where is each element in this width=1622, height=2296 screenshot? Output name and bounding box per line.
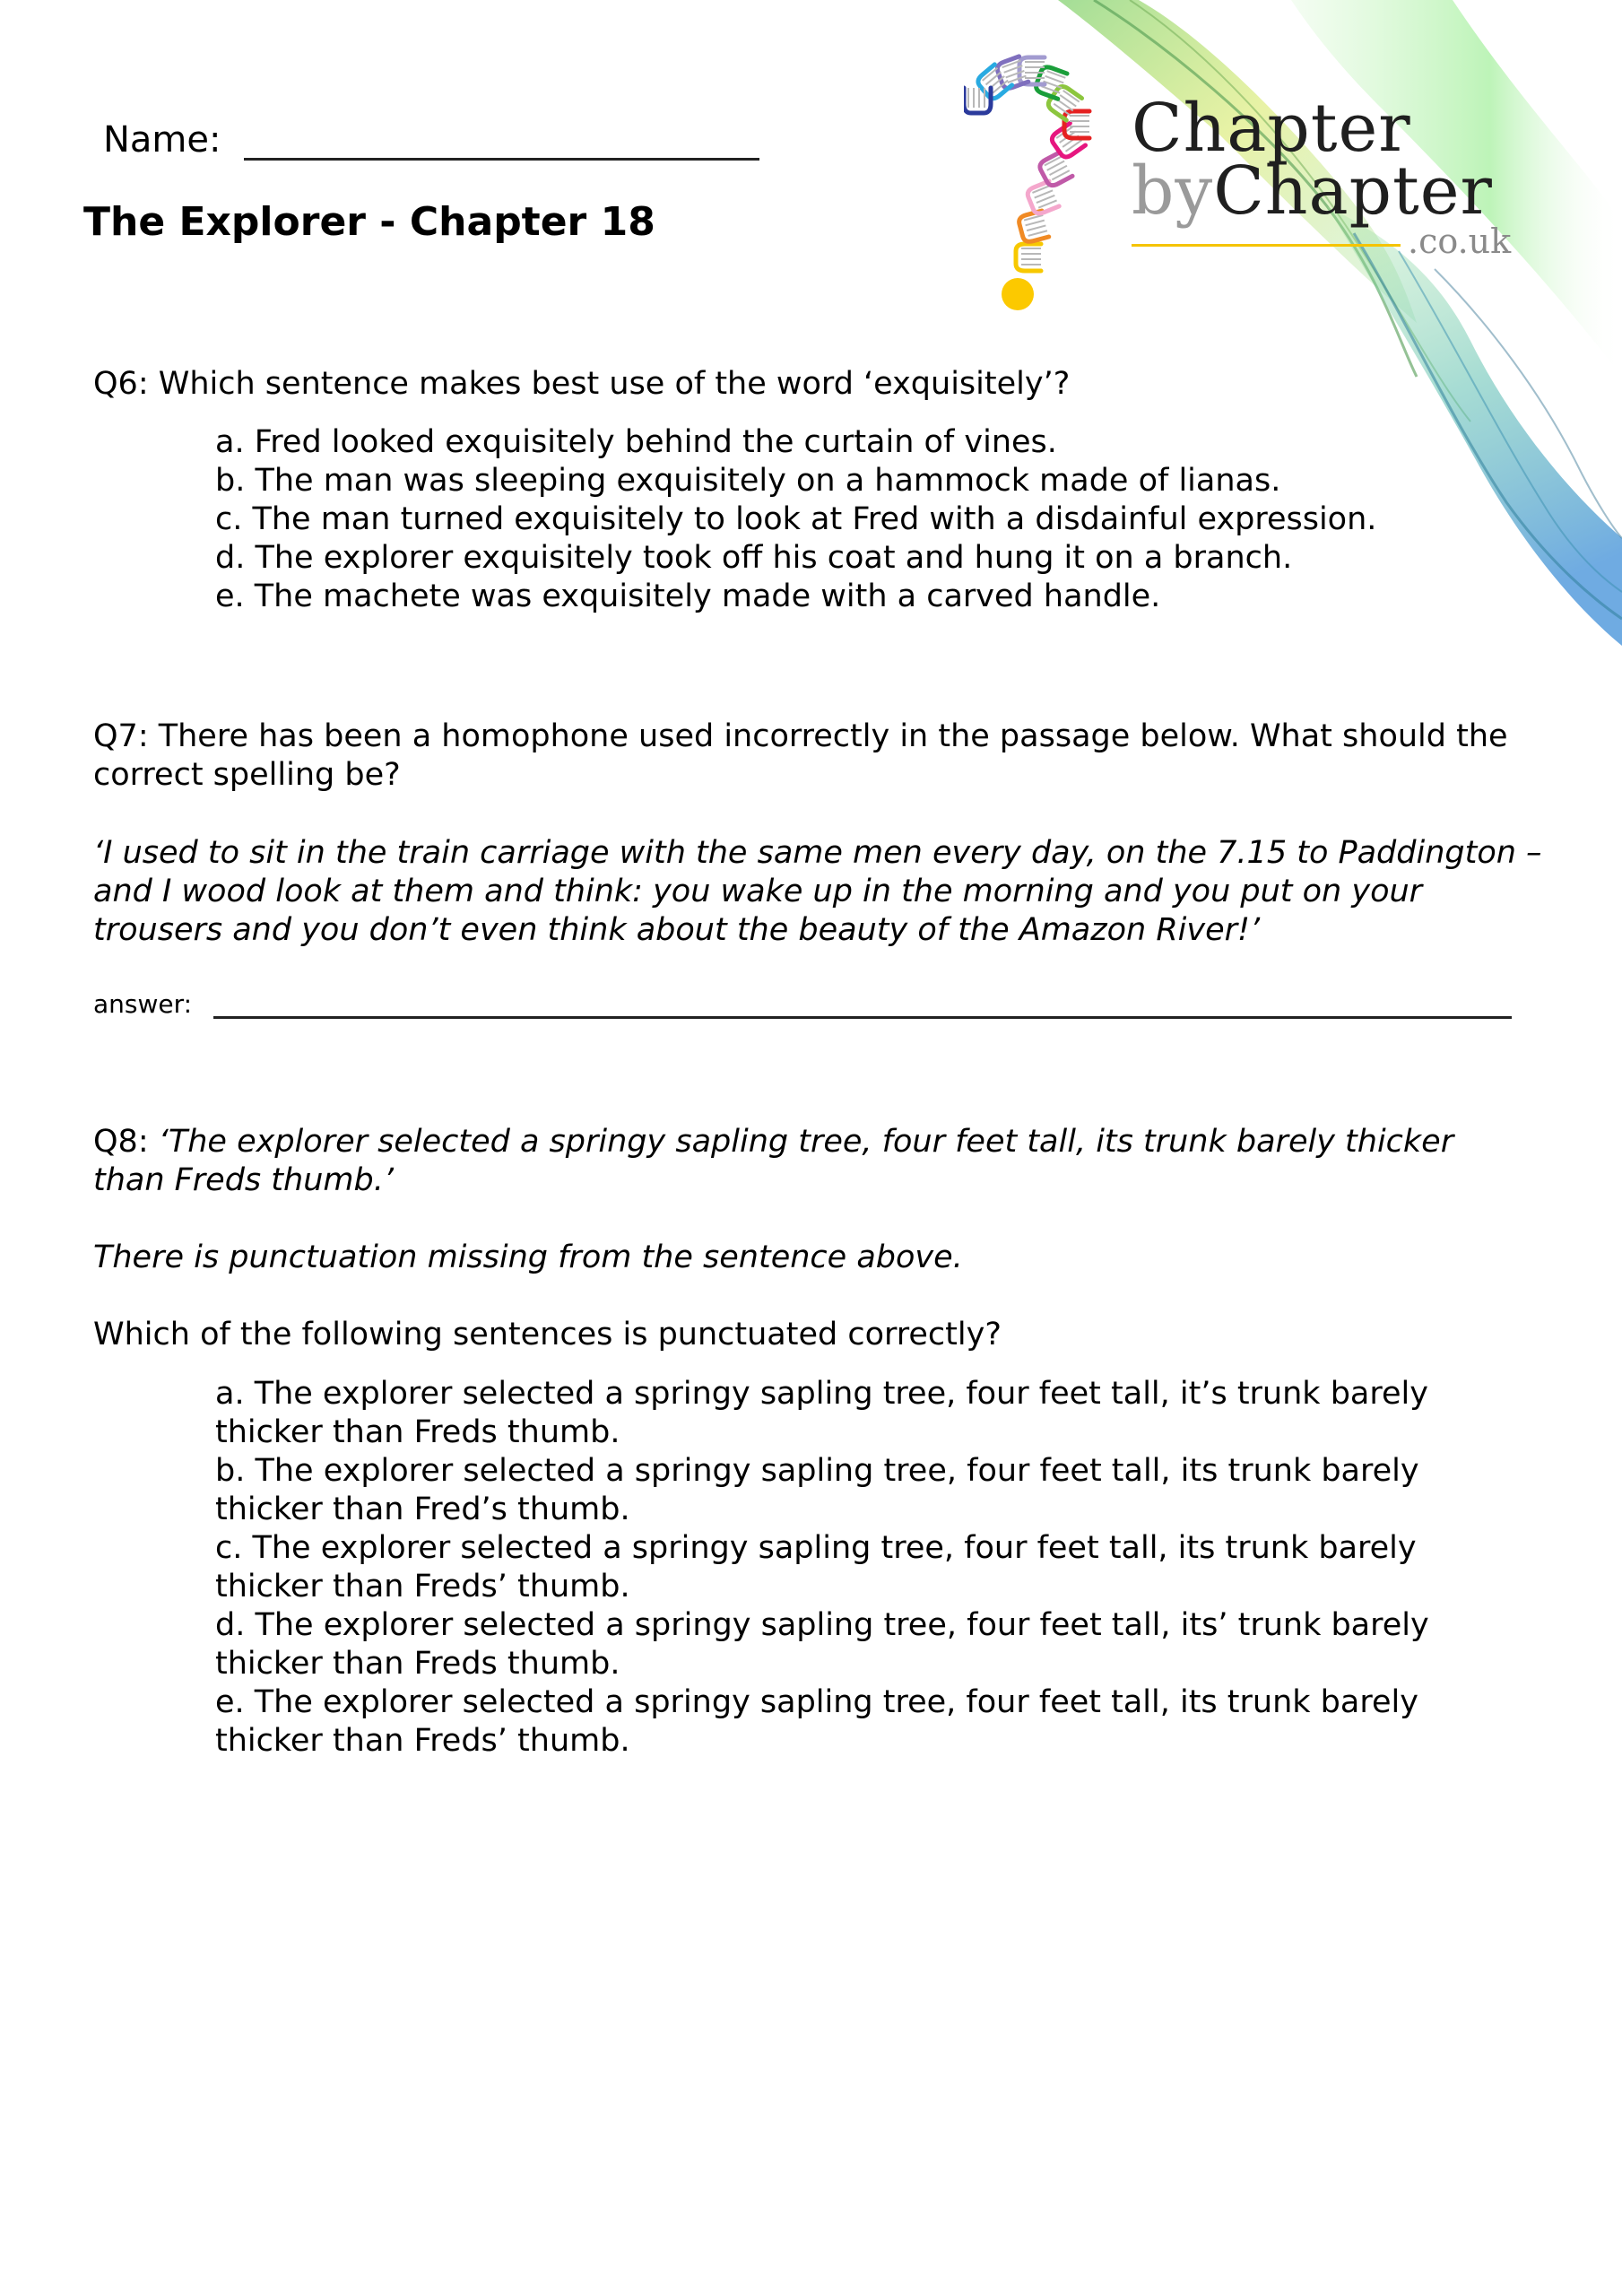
q8-option-e[interactable]: e. The explorer selected a springy sapling tree, four feet tall, its trunk barely thicker than Freds’ thumb.	[215, 1684, 1418, 1759]
logo-dot-icon	[1002, 278, 1034, 310]
q6-option-a[interactable]: a. Fred looked exquisitely behind the curtain of vines.	[215, 424, 1057, 460]
logo-wordmark	[1132, 90, 1512, 261]
q8-label: Q8:	[93, 1124, 159, 1160]
logo-by: by	[1132, 152, 1214, 230]
logo-book-icon	[976, 65, 1012, 101]
q8-quote-block	[93, 1123, 1528, 1200]
q6-option-c[interactable]: c. The man turned exquisitely to look at Fred with a disdainful expression.	[215, 501, 1377, 537]
q6-prompt: Q6: Which sentence makes best use of the word ‘exquisitely’?	[93, 366, 1071, 402]
page-title: The Explorer - Chapter 18	[83, 199, 655, 245]
q6-option-e[interactable]: e. The machete was exquisitely made with a carved handle.	[215, 578, 1161, 614]
q8-prompt: Which of the following sentences is punctuated correctly?	[93, 1317, 1002, 1352]
q8-option-d[interactable]: d. The explorer selected a springy sapling tree, four feet tall, its’ trunk barely thicker than Freds thumb.	[215, 1607, 1429, 1682]
logo-domain: .co.uk	[1408, 222, 1512, 261]
q8-note: There is punctuation missing from the sentence above.	[93, 1239, 963, 1275]
q6-option-d[interactable]: d. The explorer exquisitely took off his coat and hung it on a branch.	[215, 540, 1293, 576]
q6-options	[215, 423, 1506, 616]
q8-option-c[interactable]: c. The explorer selected a springy sapling tree, four feet tall, its trunk barely thicker than Freds’ thumb.	[215, 1530, 1417, 1605]
logo-yellow-rule	[1132, 244, 1401, 247]
q6-option-b[interactable]: b. The man was sleeping exquisitely on a hammock made of lianas.	[215, 463, 1281, 499]
logo-book-icon	[1016, 244, 1041, 271]
logo-line-chapter: Chapter	[1132, 90, 1411, 167]
logo-book-icon	[1018, 211, 1049, 243]
name-field-row	[103, 118, 759, 161]
logo-line-bychapter	[1132, 152, 1511, 230]
q8-quote: ‘The explorer selected a springy sapling tree, four feet tall, its trunk barely thicker than Freds thumb.’	[93, 1124, 1454, 1198]
q7-answer-input[interactable]	[213, 993, 1512, 1019]
q7-answer-row	[93, 989, 1512, 1019]
q7-prompt: Q7: There has been a homophone used incorrectly in the passage below. What should the correct spelling be?	[93, 718, 1508, 793]
logo-book-icon	[1034, 65, 1067, 99]
logo-chapter-2: Chapter	[1213, 152, 1493, 230]
q8-option-b[interactable]: b. The explorer selected a springy sapling tree, four feet tall, its trunk barely thicker than Fred’s thumb.	[215, 1453, 1419, 1527]
name-input-line[interactable]	[244, 118, 759, 161]
name-label: Name:	[103, 119, 221, 161]
question-mark-books-logo-icon	[964, 54, 1125, 314]
q8-options	[215, 1375, 1506, 1761]
q7-passage: ‘I used to sit in the train carriage with the same men every day, on the 7.15 to Paddington – and I wood look at them and think: you wake up in the morning and you put on your trousers and you don’t even think about the beauty of the Amazon River!’	[93, 835, 1542, 948]
q7-answer-label: answer:	[93, 989, 193, 1019]
q8-option-a[interactable]: a. The explorer selected a springy sapling tree, four feet tall, it’s trunk barely thicker than Freds thumb.	[215, 1376, 1428, 1450]
